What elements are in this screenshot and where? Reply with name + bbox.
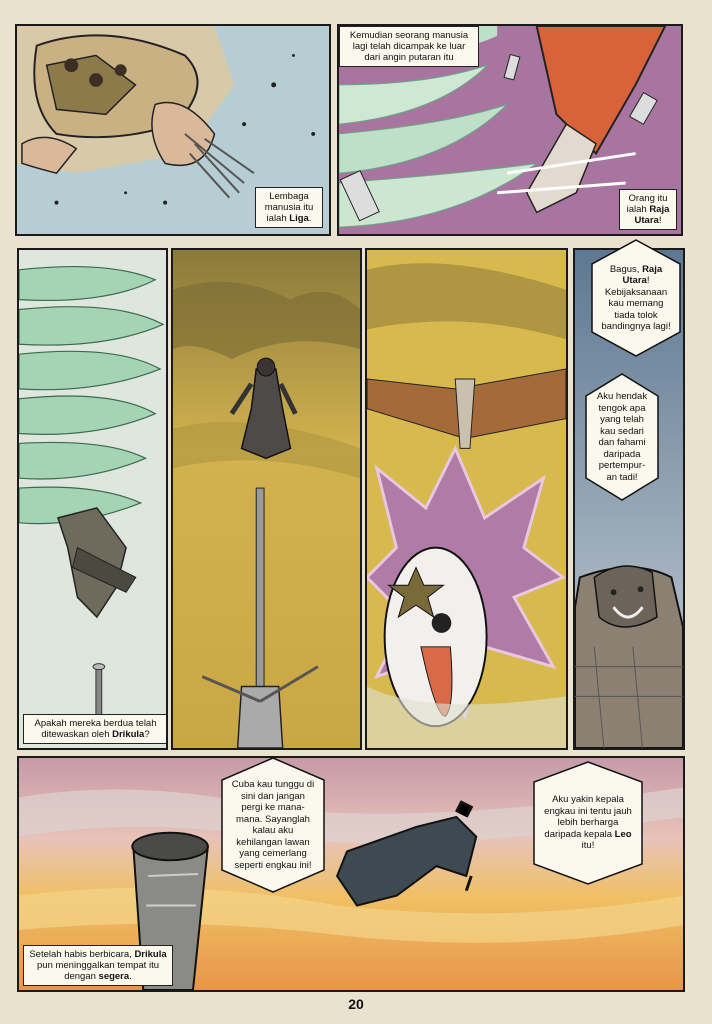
caption-panel-7: Setelah habis berbicara, Drikula pun meninggalkan tempat itu dengan segera. [23, 945, 173, 986]
caption-panel-2-bottom: Orang itu ialah Raja Utara! [619, 189, 677, 230]
panel-5 [365, 248, 568, 750]
page-number: 20 [348, 996, 364, 1012]
panel-1 [15, 24, 331, 236]
panel-4 [171, 248, 362, 750]
caption-panel-1: Lembaga manusia itu ialah Liga. [255, 187, 323, 228]
panel-3-art [19, 250, 166, 748]
panel-2 [337, 24, 683, 236]
speech-balloon-aku-yakin: Aku yakin kepala engkau ini tentu jauh lebih berharga daripada kepala Leo itu! [532, 760, 644, 886]
panel-4-art [173, 250, 360, 748]
caption-panel-3: Apakah mereka berdua telah ditewaskan oleh Drikula? [23, 714, 168, 744]
caption-panel-2-top: Kemudian seorang manusia lagi telah dicampak ke luar dari angin putaran itu [339, 26, 479, 67]
speech-balloon-raja-utara: Bagus, Raja Utara! Kebijaksanaan kau memang tiada tolok bandingnya lagi! [590, 238, 682, 358]
speech-balloon-tengok: Aku hendak tengok apa yang telah kau sedari dan fahami daripada pertempur-an tadi! [584, 372, 660, 502]
panel-5-art [367, 250, 566, 748]
speech-balloon-cuba-tunggu: Cuba kau tunggu di sini dan jangan pergi ke mana-mana. Sayanglah kalau aku kehilangan lawan yang cemerlang seperti engkau ini! [220, 756, 326, 894]
panel-3 [17, 248, 168, 750]
